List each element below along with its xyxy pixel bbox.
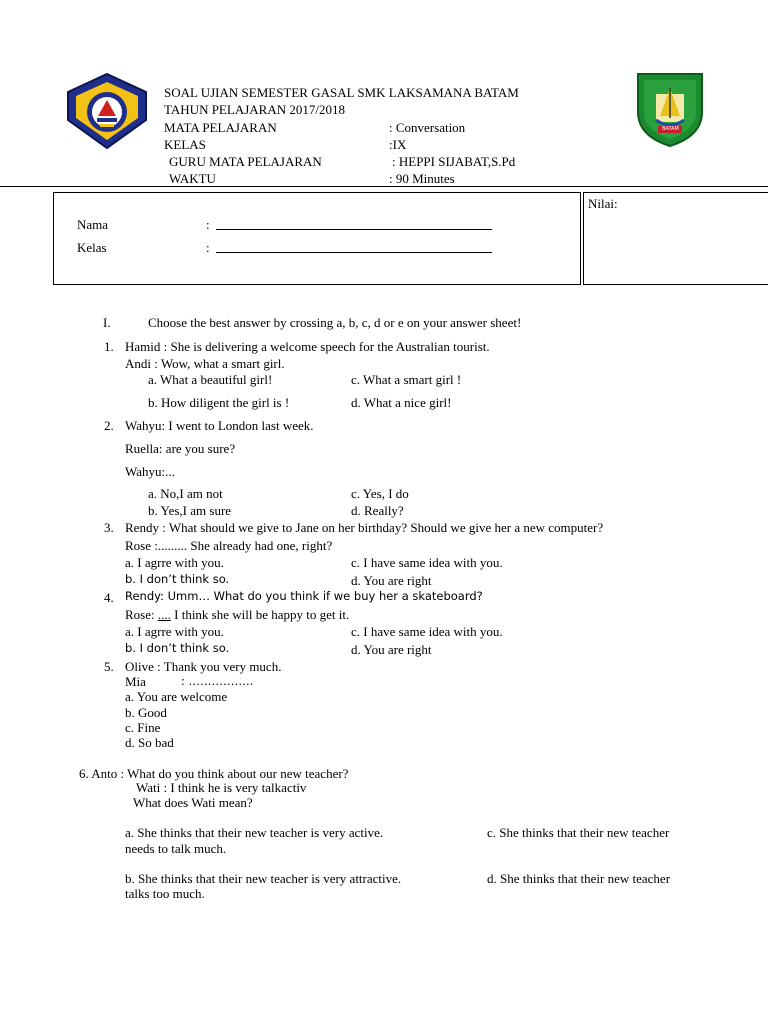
teacher-value: : HEPPI SIJABAT,S.Pd <box>392 154 516 169</box>
kelas-colon: : <box>206 240 210 255</box>
q5-line1: Olive : Thank you very much. <box>125 659 282 674</box>
q3-option-d[interactable]: d. You are right <box>351 573 432 588</box>
q4-number: 4. <box>104 590 114 605</box>
nama-field[interactable] <box>216 229 492 230</box>
school-logo <box>64 72 150 150</box>
header-divider <box>0 186 768 187</box>
batam-city-logo <box>636 72 704 148</box>
q4-option-c[interactable]: c. I have same idea with you. <box>351 624 503 639</box>
q1-line2: Andi : Wow, what a smart girl. <box>125 356 285 371</box>
q1-option-a[interactable]: a. What a beautiful girl! <box>148 372 273 387</box>
q2-number: 2. <box>104 418 114 433</box>
q5-option-c[interactable]: c. Fine <box>125 720 161 735</box>
q4-option-d[interactable]: d. You are right <box>351 642 432 657</box>
q6-option-a[interactable]: a. She thinks that their new teacher is very active. <box>125 825 384 840</box>
q4-line2-speaker: Rose: <box>125 607 158 622</box>
q6-option-c[interactable]: c. She thinks that their new teacher <box>487 825 670 840</box>
q2-line3: Wahyu:... <box>125 464 175 479</box>
q2-line2: Ruella: are you sure? <box>125 441 236 456</box>
class-label: KELAS <box>164 137 206 152</box>
q4-blank: .... <box>157 607 171 622</box>
time-value: : 90 Minutes <box>389 171 455 186</box>
nama-label: Nama <box>77 217 109 232</box>
q3-number: 3. <box>104 520 114 535</box>
class-value: :IX <box>389 137 407 152</box>
q2-option-c[interactable]: c. Yes, I do <box>351 486 409 501</box>
subject-value: : Conversation <box>389 120 466 135</box>
q2-option-a[interactable]: a. No,I am not <box>148 486 223 501</box>
q4-option-b[interactable]: b. I don’t think so. <box>125 641 230 655</box>
q3-option-a[interactable]: a. I agrre with you. <box>125 555 224 570</box>
section-instruction: Choose the best answer by crossing a, b, c, d or e on your answer sheet! <box>148 315 522 330</box>
kelas-field[interactable] <box>216 252 492 253</box>
exam-year: TAHUN PELAJARAN 2017/2018 <box>164 102 345 117</box>
q4-line2-text: I think she will be happy to get it. <box>170 607 350 622</box>
teacher-label: GURU MATA PELAJARAN <box>169 154 322 169</box>
q1-line1: Hamid : She is delivering a welcome speech for the Australian tourist. <box>125 339 490 354</box>
q3-option-c[interactable]: c. I have same idea with you. <box>351 555 503 570</box>
section-number: I. <box>103 315 111 330</box>
q5-option-d[interactable]: d. So bad <box>125 735 174 750</box>
q6-option-b[interactable]: b. She thinks that their new teacher is very attractive. <box>125 871 402 886</box>
q3-option-b[interactable]: b. I don’t think so. <box>125 572 230 586</box>
q2-option-b[interactable]: b. Yes,I am sure <box>148 503 232 518</box>
q1-option-c[interactable]: c. What a smart girl ! <box>351 372 462 387</box>
q6-option-d-cont: talks too much. <box>125 886 205 901</box>
q5-number: 5. <box>104 659 114 674</box>
q6-line2: Wati : I think he is very talkactiv <box>136 780 307 795</box>
q6-line3: What does Wati mean? <box>133 795 253 810</box>
q5-option-a[interactable]: a. You are welcome <box>125 689 228 704</box>
q4-line1: Rendy: Umm… What do you think if we buy her a skateboard? <box>125 589 483 603</box>
q4-option-a[interactable]: a. I agrre with you. <box>125 624 224 639</box>
q1-number: 1. <box>104 339 114 354</box>
q2-option-d[interactable]: d. Really? <box>351 503 404 518</box>
q6-line1: 6. Anto : What do you think about our new teacher? <box>79 766 349 781</box>
student-identity-box <box>53 192 581 285</box>
batam-logo-text: BATAM <box>662 126 679 132</box>
q3-line2: Rose :......... She already had one, right? <box>125 538 333 553</box>
time-label: WAKTU <box>169 171 216 186</box>
q3-line1: Rendy : What should we give to Jane on her birthday? Should we give her a new computer? <box>125 520 604 535</box>
q6-option-c-cont: needs to talk much. <box>125 841 227 856</box>
nama-colon: : <box>206 217 210 232</box>
q1-option-b[interactable]: b. How diligent the girl is ! <box>148 395 290 410</box>
q2-line1: Wahyu: I went to London last week. <box>125 418 314 433</box>
nilai-label: Nilai: <box>588 196 618 211</box>
exam-title: SOAL UJIAN SEMESTER GASAL SMK LAKSAMANA BATAM <box>164 85 519 100</box>
q5-option-b[interactable]: b. Good <box>125 705 167 720</box>
q6-option-d[interactable]: d. She thinks that their new teacher <box>487 871 671 886</box>
q1-option-d[interactable]: d. What a nice girl! <box>351 395 452 410</box>
kelas-label: Kelas <box>77 240 107 255</box>
q5-line2-name: Mia <box>125 674 146 689</box>
subject-label: MATA PELAJARAN <box>164 120 277 135</box>
q4-line2 <box>125 608 349 621</box>
q5-line2-blank: : …………….. <box>181 674 254 688</box>
